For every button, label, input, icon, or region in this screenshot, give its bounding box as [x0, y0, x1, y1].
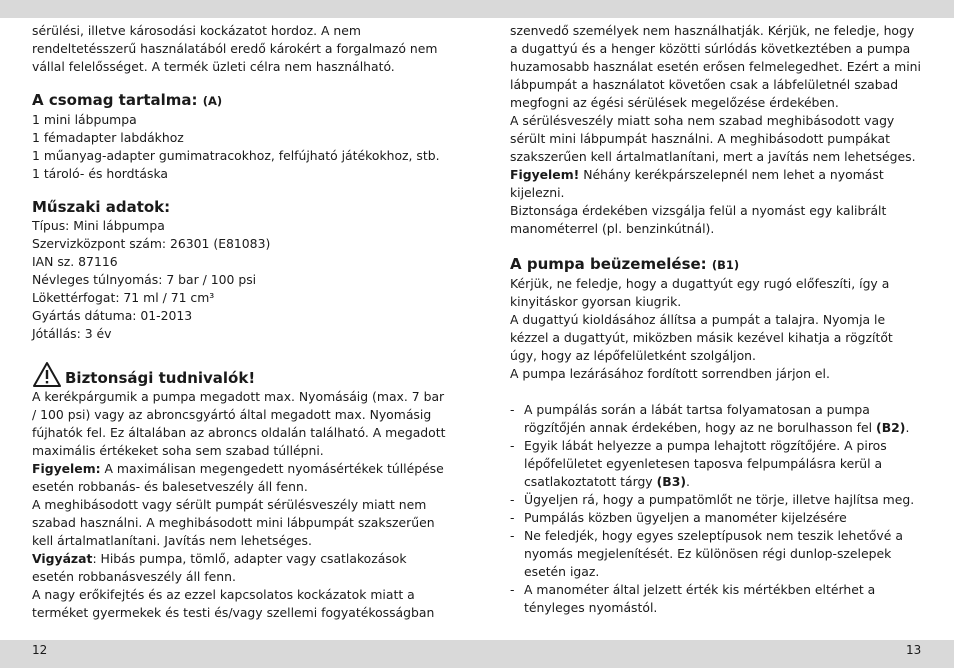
package-item: 1 tároló- és hordtáska: [32, 166, 168, 181]
attention-label: Figyelem:: [32, 461, 101, 476]
list-item: - Ügyeljen rá, hogy a pumpatömlőt ne törje, illetve hajlítsa meg.: [510, 492, 915, 507]
spec-item: Szervizközpont szám: 26301 (E81083): [32, 236, 271, 251]
package-title: A csomag tartalma:: [32, 91, 198, 109]
specs-heading: Műszaki adatok:: [32, 198, 171, 216]
setup-title: A pumpa beüzemelése:: [510, 255, 707, 273]
package-item: 1 műanyag-adapter gumimatracokhoz, felfújható játékokhoz, stb.: [32, 148, 440, 163]
package-heading: [32, 90, 452, 111]
safety-paragraph: A nagy erőkifejtés és az ezzel kapcsolatos kockázatok miatt a terméket gyermekek és testi és/vagy szellemi fogyatékosságban: [32, 587, 435, 620]
page-number-right: 13: [906, 643, 922, 657]
left-page: [32, 22, 452, 622]
list-item: - Egyik lábát helyezze a pumpa lehajtott rögzítőjére. A piros lépőfelületet egyenletesen taposva felpumpálásra kerül a csatlakoztatott tárgy (B3).: [510, 438, 887, 489]
top-bar: [0, 0, 954, 18]
note-label: Figyelem!: [510, 167, 580, 182]
note-paragraph: [510, 166, 922, 202]
spec-item: IAN sz. 87116: [32, 254, 118, 269]
package-item: 1 mini lábpumpa: [32, 112, 137, 127]
spec-item: Jótállás: 3 év: [32, 326, 112, 341]
bottom-bar: [0, 640, 954, 668]
setup-bullet-list: [510, 401, 922, 617]
safety-attention: [32, 460, 452, 496]
page-number-left: 12: [32, 643, 48, 657]
note-text: Néhány kerékpárszelepnél nem lehet a nyomást kijelezni.: [510, 167, 884, 200]
caution-text: : Hibás pumpa, tömlő, adapter vagy csatlakozások esetén robbanásveszély áll fenn.: [32, 551, 407, 584]
spec-item: Gyártás dátuma: 01-2013: [32, 308, 193, 323]
caution-label: Vigyázat: [32, 551, 93, 566]
package-ref: (A): [202, 94, 223, 108]
safety-paragraph: A meghibásodott vagy sérült pumpát sérülésveszély miatt nem szabad használni. A meghibásodott mini lábpumpát szakszerűen kell ártalmatlanítani. Javítás nem lehetséges.: [32, 497, 435, 548]
warning-triangle-icon: [32, 361, 62, 388]
safety-title: Biztonsági tudnivalók!: [65, 369, 256, 387]
list-item: - A manométer által jelzett érték kis mértékben eltérhet a tényleges nyomástól.: [510, 582, 876, 615]
package-item: 1 fémadapter labdákhoz: [32, 130, 184, 145]
attention-text: A maximálisan megengedett nyomásértékek túllépése esetén robbanás- és balesetveszély áll fenn.: [32, 461, 444, 494]
list-item: - Pumpálás közben ügyeljen a manométer kijelzésére: [510, 510, 847, 525]
setup-ref: (B1): [711, 258, 740, 272]
spec-item: Lökettérfogat: 71 ml / 71 cm³: [32, 290, 215, 305]
right-paragraph: szenvedő személyek nem használhatják. Kérjük, ne feledje, hogy a dugattyú és a henger közötti súrlódás következtében a pumpa huzamosabb használat esetén erősen felmelegedhet. Ezért a mini lábpumpát a használatot követően csak a lábfelületnél szabad megfogni az égési sérülések megelőzése érdekében.: [510, 23, 921, 110]
setup-heading: [510, 254, 922, 275]
safety-paragraph: A kerékpárgumik a pumpa megadott max. Nyomásáig (max. 7 bar / 100 psi) vagy az abroncsgyártó által megadott max. Nyomásig fújhatók fel. Ez általában az abroncs oldalán található. A megadott maximális értékeket soha sem szabad túllépni.: [32, 389, 446, 458]
spec-item: Típus: Mini lábpumpa: [32, 218, 165, 233]
safety-heading: [32, 361, 452, 388]
intro-text: sérülési, illetve károsodási kockázatot hordoz. A nem rendeltetésszerű használatából eredő károkért a forgalmazó nem vállal felelősséget. A termék üzleti célra nem használható.: [32, 23, 438, 74]
list-item: - A pumpálás során a lábát tartsa folyamatosan a pumpa rögzítőjén annak érdekében, hogy az ne borulhasson fel (B2).: [510, 402, 910, 435]
right-paragraph: Biztonsága érdekében vizsgálja felül a nyomást egy kalibrált manométerrel (pl. benzinkútnál).: [510, 203, 887, 236]
setup-paragraph: A dugattyú kioldásához állítsa a pumpát a talajra. Nyomja le kézzel a dugattyút, miközben másik kezével kihatja a rögzítőt úgy, hogy az lépőfelületként szolgáljon.: [510, 312, 893, 363]
safety-caution: [32, 550, 452, 586]
spec-item: Névleges túlnyomás: 7 bar / 100 psi: [32, 272, 257, 287]
right-page: [510, 22, 922, 617]
list-item: - Ne feledjék, hogy egyes szeleptípusok nem teszik lehetővé a nyomás megjelenítését. Ez különösen régi dunlop-szelepek esetén igaz.: [510, 528, 903, 579]
right-paragraph: A sérülésveszély miatt soha nem szabad meghibásodott vagy sérült mini lábpumpát használni. A meghibásodott pumpákat szakszerűen kell ártalmatlanítani, mert a javítás nem lehetséges.: [510, 113, 916, 164]
setup-paragraph: Kérjük, ne feledje, hogy a dugattyút egy rugó előfeszíti, így a kinyitáskor gyorsan kiugrik.: [510, 276, 890, 309]
setup-paragraph: A pumpa lezárásához fordított sorrendben járjon el.: [510, 366, 830, 381]
